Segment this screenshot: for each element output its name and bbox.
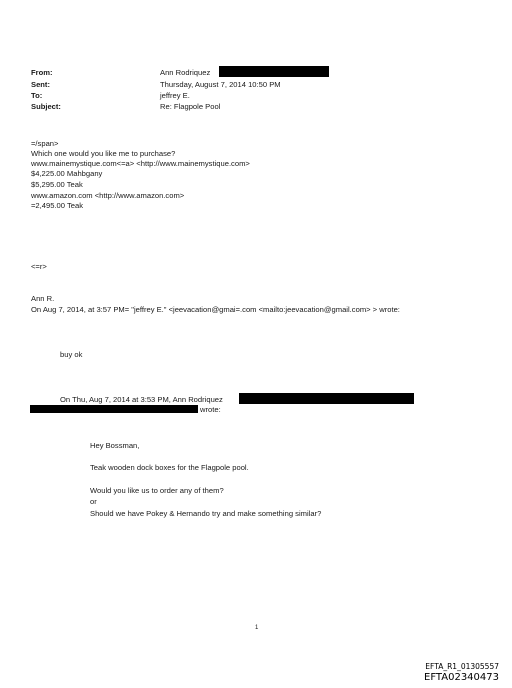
reply-text: buy ok <box>60 350 83 359</box>
sent-label: Sent: <box>31 80 50 89</box>
body-line: Which one would you like me to purchase? <box>31 149 176 158</box>
body-line: =2,495.00 Teak <box>31 201 84 210</box>
redaction-bar <box>219 66 329 77</box>
body-line: =/span> <box>31 139 59 148</box>
nested-line: or <box>90 497 97 506</box>
tag-line: <=r> <box>31 262 47 271</box>
nested-quote-header: On Thu, Aug 7, 2014 at 3:53 PM, Ann Rodriquez <box>60 395 223 404</box>
subject-value: Re: Flagpole Pool <box>160 102 221 111</box>
sent-value: Thursday, August 7, 2014 10:50 PM <box>160 80 281 89</box>
from-label: From: <box>31 68 53 77</box>
to-label: To: <box>31 91 43 100</box>
from-value: Ann Rodriquez <box>160 68 211 77</box>
footer-id-small: EFTA_R1_01305557 <box>425 662 499 671</box>
body-line: $4,225.00 Mahbgany <box>31 169 103 178</box>
quote-header: On Aug 7, 2014, at 3:57 PM= "jeffrey E." <jeevacation@gmai=.com <mailto:jeevacation@gmail.com> > wrote: <box>31 305 400 314</box>
nested-line: Hey Bossman, <box>90 441 140 450</box>
body-line: www.amazon.com <http://www.amazon.com> <box>31 191 185 200</box>
nested-line: Teak wooden dock boxes for the Flagpole pool. <box>90 463 249 472</box>
subject-label: Subject: <box>31 102 61 111</box>
redaction-bar <box>30 405 198 413</box>
nested-line: Should we have Pokey & Hernando try and make something similar? <box>90 509 322 518</box>
to-value: jeffrey E. <box>160 91 190 100</box>
page-number: 1 <box>255 625 259 631</box>
nested-line: Would you like us to order any of them? <box>90 486 224 495</box>
redaction-bar <box>239 393 414 404</box>
nested-wrote: wrote: <box>200 405 221 414</box>
footer-id-large: EFTA02340473 <box>424 672 499 683</box>
signature: Ann R. <box>31 294 55 303</box>
body-line: www.mainemystique.com<=a> <http://www.mainemystique.com> <box>31 159 250 168</box>
body-line: $5,295.00 Teak <box>31 180 83 189</box>
